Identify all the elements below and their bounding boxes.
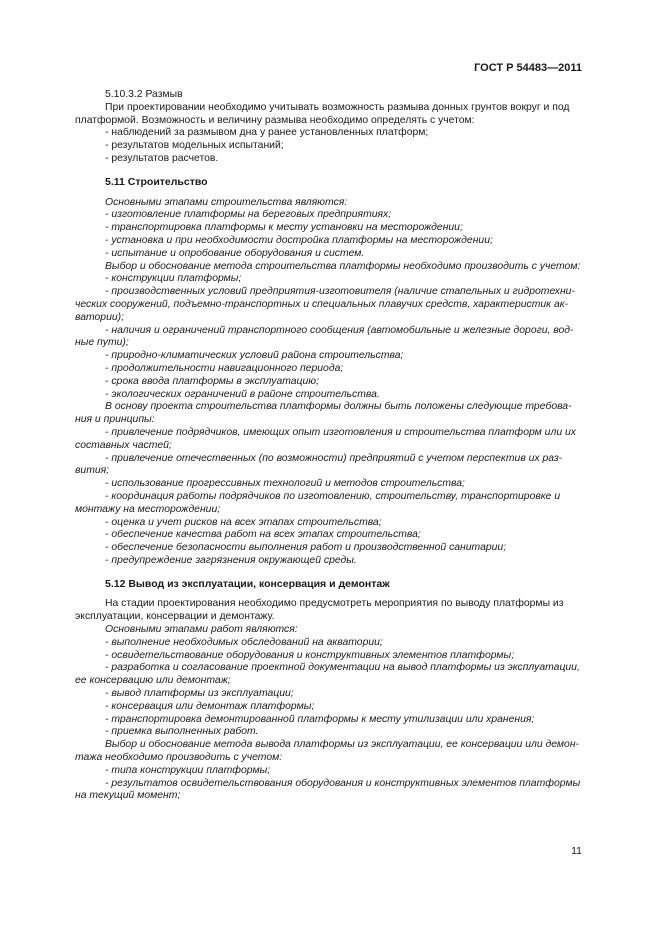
text-line: В основу проекта строительства платформы должны быть положены следующие требова- xyxy=(105,401,572,413)
text-line: - результатов модельных испытаний; xyxy=(105,140,284,152)
text-line: - вывод платформы из эксплуатации; xyxy=(105,688,294,700)
text-line: - разработка и согласование проектной документации на вывод платформы из эксплуатации, xyxy=(105,662,580,674)
text-line: - координация работы подрядчиков по изготовлению, строительству, транспортировке и xyxy=(105,490,561,502)
text-line: тажа необходимо производить с учетом: xyxy=(75,752,283,764)
section-heading-5-11: 5.11 Строительство xyxy=(105,175,208,188)
text-line: - типа конструкции платформы; xyxy=(105,764,271,776)
text-line: - привлечение отечественных (по возможности) предприятий с учетом перспектив их раз- xyxy=(105,452,563,464)
decommissioning-section-body xyxy=(75,624,582,803)
text-line: ее консервацию или демонтаж; xyxy=(75,675,231,687)
text-line: - привлечение подрядчиков, имеющих опыт изготовления и строительства платформ или их xyxy=(105,426,576,438)
text-line: - природно-климатических условий района строительства; xyxy=(105,350,404,362)
text-line: вития; xyxy=(75,465,110,477)
paragraph-line: эксплуатации, консервации и демонтажу. xyxy=(75,611,275,623)
text-line: - конструкции платформы; xyxy=(105,273,242,285)
text-line: Основными этапами работ являются: xyxy=(105,624,298,636)
text-line: - транспортировка платформы к месту установки на месторождении; xyxy=(105,222,463,234)
section-heading-5-12: 5.12 Вывод из эксплуатации, консервация и демонтаж xyxy=(105,577,390,590)
document-code: ГОСТ Р 54483—2011 xyxy=(474,62,582,74)
text-line: - результатов расчетов. xyxy=(105,152,219,164)
subsection-heading-5-10-3-2: 5.10.3.2 Размыв xyxy=(105,89,183,100)
text-line: составных частей; xyxy=(75,439,172,451)
page-content xyxy=(75,89,582,803)
text-line: - предупреждение загрязнения окружающей среды. xyxy=(105,554,357,566)
text-line: Выбор и обоснование метода строительства платформы необходимо производить с учетом: xyxy=(105,260,581,272)
text-line: - наличия и ограничений транспортного сообщения (автомобильные и железные дороги, вод- xyxy=(105,324,574,336)
page-number: 11 xyxy=(571,845,582,857)
text-line: - консервация или демонтаж платформы; xyxy=(105,700,315,712)
text-line: - испытание и опробование оборудования и систем. xyxy=(105,247,365,259)
text-line: - срока ввода платформы в эксплуатацию; xyxy=(105,375,319,387)
text-line: - приемка выполненных работ. xyxy=(105,726,259,738)
text-line: - выполнение необходимых обследований на акватории; xyxy=(105,636,383,648)
text-line: Основными этапами строительства являются: xyxy=(105,196,348,208)
text-line: - наблюдений за размывом дна у ранее установленных платформ; xyxy=(105,127,429,139)
construction-section-body xyxy=(75,196,582,568)
text-line: - освидетельствование оборудования и конструктивных элементов платформы; xyxy=(105,649,515,661)
text-line: - установка и при необходимости достройка платформы на месторождении; xyxy=(105,234,493,246)
text-line: ния и принципы: xyxy=(75,414,155,426)
text-line: - использование прогрессивных технологий и методов строительства; xyxy=(105,478,465,490)
text-line: - результатов освидетельствования оборудования и конструктивных элементов платформы xyxy=(105,777,581,789)
text-line: ватории); xyxy=(75,311,124,323)
text-line: монтажу на месторождении; xyxy=(75,503,221,515)
text-line: - обеспечение безопасности выполнения работ и производственной санитарии; xyxy=(105,542,507,554)
text-line: - оценка и учет рисков на всех этапах строительства; xyxy=(105,516,382,528)
paragraph-line: При проектировании необходимо учитывать возможность размыва донных грунтов вокруг и под xyxy=(105,101,570,113)
text-line: - продолжительности навигационного периода; xyxy=(105,362,344,374)
text-line: Выбор и обоснование метода вывода платформы из эксплуатации, ее консервации или демон- xyxy=(105,739,579,751)
paragraph-line: На стадии проектирования необходимо предусмотреть мероприятия по выводу платформы из xyxy=(105,598,564,610)
scour-factors-list xyxy=(105,127,582,165)
paragraph-line: платформой. Возможность и величину размыва необходимо определять с учетом: xyxy=(75,114,475,126)
text-line: ные пути); xyxy=(75,337,129,349)
text-line: - обеспечение качества работ на всех этапах строительства; xyxy=(105,529,421,541)
text-line: - производственных условий предприятия-изготовителя (наличие стапельных и гидротехни- xyxy=(105,286,575,298)
text-line: ческих сооружений, подъемно-транспортных и специальных плавучих средств, характеристик ак- xyxy=(75,298,569,310)
text-line: - экологических ограничений в районе строительства. xyxy=(105,388,380,400)
text-line: - транспортировка демонтированной платформы к месту утилизации или хранения; xyxy=(105,713,535,725)
text-line: на текущий момент; xyxy=(75,790,181,802)
text-line: - изготовление платформы на береговых предприятиях; xyxy=(105,209,392,221)
